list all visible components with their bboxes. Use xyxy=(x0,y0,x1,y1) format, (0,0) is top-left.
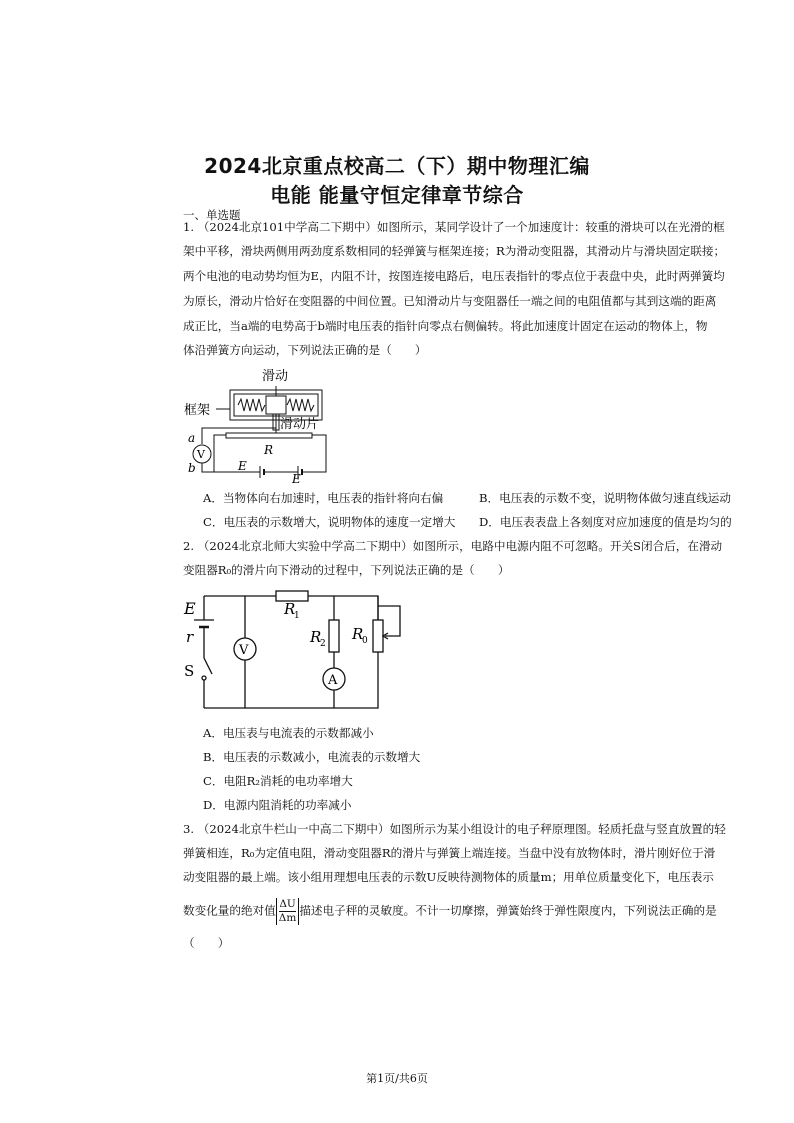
q2-label-R0: R xyxy=(352,625,364,643)
q1-label-slider: 滑动 xyxy=(262,369,289,384)
q2-label-R1-sub: 1 xyxy=(294,611,300,621)
q2-label-V: V xyxy=(239,643,249,658)
q2-label-R2-sub: 2 xyxy=(320,639,326,649)
q2-option-c: C．电阻R₂消耗的电功率增大 xyxy=(203,774,353,788)
q3-line: 弹簧相连，R₀为定值电阻，滑动变阻器R的滑片与弹簧上端连接。当盘中没有放物体时，滑片刚好位于滑 xyxy=(183,846,716,860)
page-title-line1: 2024北京重点校高二（下）期中物理汇编 xyxy=(204,154,590,178)
q2-circuit-figure xyxy=(180,590,410,716)
q1-option-d: D．电压表表盘上各刻度对应加速度的值是均匀的 xyxy=(479,515,732,529)
q1-accelerometer-figure xyxy=(180,362,330,484)
q1-label-frame: 框架 xyxy=(184,403,211,418)
q3-line: 动变阻器的最上端。该小组用理想电压表的示数U反映待测物体的质量m；用单位质量变化下，电压表示 xyxy=(183,870,714,884)
q2-label-S: S xyxy=(184,662,195,680)
q3-line: （ ） xyxy=(183,936,230,950)
q3-line4-before: 数变化量的绝对值 xyxy=(183,903,276,918)
q1-line: 为原长，滑动片恰好在变阻器的中间位置。已知滑动片与变阻器任一端之间的电阻值都与其到这端的距离 xyxy=(183,294,717,308)
q1-label-V: V xyxy=(197,448,205,461)
q2-line: 变阻器R₀的滑片向下滑动的过程中，下列说法正确的是（ ） xyxy=(183,563,510,577)
q3-line: 3. （2024北京牛栏山一中高二下期中）如图所示为某小组设计的电子秤原理图。轻质托盘与竖直放置的轻 xyxy=(183,822,726,836)
q2-label-R1: R xyxy=(284,600,296,618)
fraction-numerator: ΔU xyxy=(279,898,296,910)
q1-label-E2: E xyxy=(292,472,301,484)
q2-option-a: A．电压表与电流表的示数都减小 xyxy=(203,726,374,740)
q1-line: 架中平移，滑块两侧用两劲度系数相同的轻弹簧与框架连接；R为滑动变阻器，其滑动片与滑块固定联接； xyxy=(183,244,726,258)
q1-label-b: b xyxy=(188,461,196,475)
q2-label-r: r xyxy=(186,628,194,646)
q2-line: 2. （2024北京北师大实验中学高二下期中）如图所示，电路中电源内阻不可忽略。开关S闭合后，在滑动 xyxy=(183,539,723,553)
q1-option-b: B．电压表的示数不变，说明物体做匀速直线运动 xyxy=(479,491,731,505)
q1-line: 成正比，当a端的电势高于b端时电压表的指针向零点右侧偏转。将此加速度计固定在运动的物体上，物 xyxy=(183,319,708,333)
q2-option-b: B．电压表的示数减小，电流表的示数增大 xyxy=(203,750,421,764)
q3-line-with-fraction xyxy=(183,898,717,925)
q1-label-a: a xyxy=(188,431,196,445)
q2-label-E: E xyxy=(184,599,196,618)
fraction-denominator: Δm xyxy=(278,912,297,924)
q1-option-a: A．当物体向右加速时，电压表的指针将向右偏 xyxy=(203,491,444,505)
q1-option-c: C．电压表的示数增大，说明物体的速度一定增大 xyxy=(203,515,456,529)
q1-line: 两个电池的电动势均恒为E，内阻不计，按图连接电路后，电压表指针的零点位于表盘中央，此时两弹簧均 xyxy=(183,269,725,283)
q1-label-pointer: 滑动片 xyxy=(280,417,320,432)
page-title-line2: 电能 能量守恒定律章节综合 xyxy=(270,183,524,207)
q3-line4-after: 描述电子秤的灵敏度。不计一切摩擦，弹簧始终于弹性限度内，下列说法正确的是 xyxy=(299,903,717,918)
q1-line: 1. （2024北京101中学高二下期中）如图所示，某同学设计了一个加速度计：较重的滑块可以在光滑的框 xyxy=(183,220,725,234)
page-footer: 第1页/共6页 xyxy=(366,1072,428,1085)
q2-label-R2: R xyxy=(310,628,322,646)
sensitivity-fraction xyxy=(276,898,300,925)
q2-label-R0-sub: 0 xyxy=(362,636,368,646)
q1-label-E1: E xyxy=(238,459,247,473)
q2-option-d: D．电源内阻消耗的功率减小 xyxy=(203,798,352,812)
q2-label-A: A xyxy=(328,673,338,688)
q1-line: 体沿弹簧方向运动，下列说法正确的是（ ） xyxy=(183,343,427,357)
q1-label-R: R xyxy=(264,443,274,457)
section-heading: 一、单选题 xyxy=(183,208,241,222)
